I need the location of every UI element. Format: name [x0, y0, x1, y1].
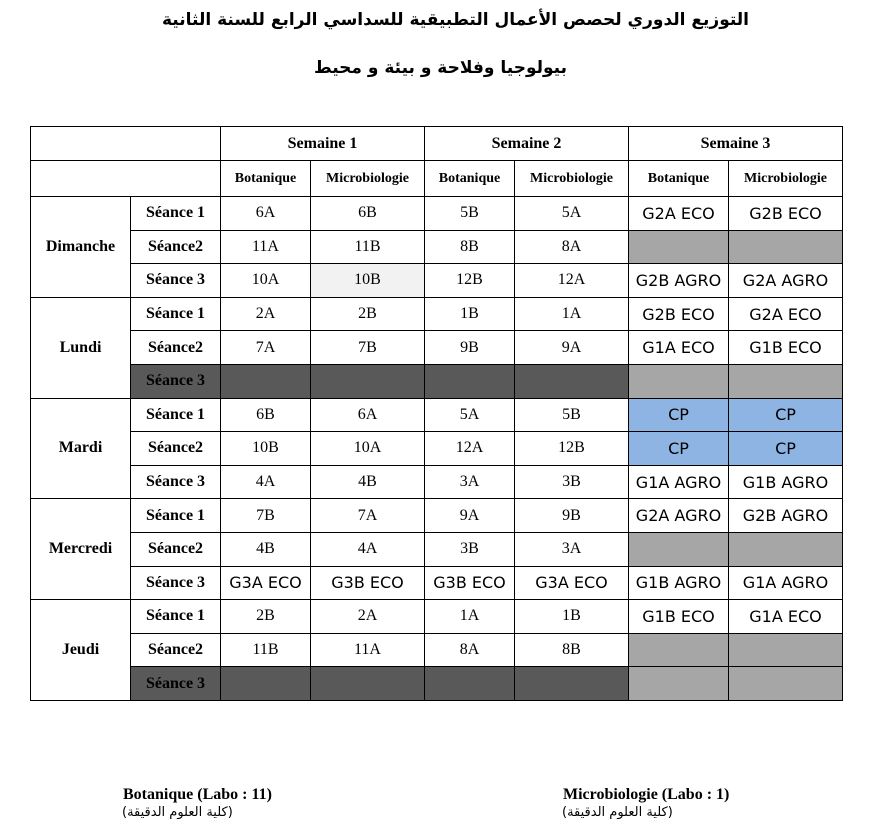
schedule-row — [31, 331, 843, 365]
group-cell: 1A — [425, 600, 515, 634]
group-cell — [629, 633, 729, 667]
group-cell — [729, 364, 843, 398]
group-cell: G1B AGRO — [629, 566, 729, 600]
group-cell: 5B — [425, 197, 515, 231]
group-cell: 2B — [221, 600, 311, 634]
subject-header: Microbiologie — [311, 161, 425, 197]
group-cell: 12B — [425, 264, 515, 298]
group-cell: 9A — [425, 499, 515, 533]
subject-header: Botanique — [425, 161, 515, 197]
seance-label: Séance 1 — [131, 398, 221, 432]
empty-corner — [31, 161, 221, 197]
group-cell: 8A — [425, 633, 515, 667]
footer-botanique-label: Botanique (Labo : 11) — [123, 786, 272, 803]
seance-label: Séance 3 — [131, 667, 221, 701]
schedule-row — [31, 600, 843, 634]
subject-header: Microbiologie — [729, 161, 843, 197]
group-cell — [629, 667, 729, 701]
schedule-row — [31, 465, 843, 499]
group-cell: 12A — [425, 432, 515, 466]
schedule-row — [31, 532, 843, 566]
group-cell: 7A — [311, 499, 425, 533]
schedule-table — [30, 126, 843, 701]
day-label: Dimanche — [31, 197, 131, 298]
group-cell: 3A — [515, 532, 629, 566]
group-cell — [515, 667, 629, 701]
seance-label: Séance 1 — [131, 600, 221, 634]
week-header-row — [31, 127, 843, 161]
group-cell — [425, 364, 515, 398]
group-cell: G3A ECO — [221, 566, 311, 600]
group-cell: 10B — [221, 432, 311, 466]
seance-label: Séance 3 — [131, 264, 221, 298]
group-cell: G1B ECO — [729, 331, 843, 365]
group-cell: 3B — [425, 532, 515, 566]
seance-label: Séance 1 — [131, 499, 221, 533]
group-cell: 2B — [311, 297, 425, 331]
schedule-row — [31, 566, 843, 600]
group-cell — [629, 230, 729, 264]
group-cell: 6A — [221, 197, 311, 231]
group-cell — [221, 364, 311, 398]
schedule-row — [31, 197, 843, 231]
group-cell: 9B — [515, 499, 629, 533]
page-subtitle: بيولوجيا وفلاحة و بيئة و محيط — [314, 58, 567, 78]
group-cell: 5A — [515, 197, 629, 231]
group-cell: G1A AGRO — [629, 465, 729, 499]
group-cell: G3B ECO — [311, 566, 425, 600]
schedule-row — [31, 264, 843, 298]
footer-microbiologie-sub: (كلية العلوم الدقيقة) — [562, 805, 673, 820]
group-cell: G1A ECO — [629, 331, 729, 365]
schedule-row — [31, 432, 843, 466]
group-cell: 7B — [221, 499, 311, 533]
group-cell: 6B — [221, 398, 311, 432]
week-header: Semaine 2 — [425, 127, 629, 161]
group-cell: G2A ECO — [629, 197, 729, 231]
group-cell: 11A — [311, 633, 425, 667]
page-title: التوزيع الدوري لحصص الأعمال التطبيقية للسداسي الرابع للسنة الثانية — [161, 10, 749, 30]
group-cell: 11B — [311, 230, 425, 264]
group-cell: 1B — [425, 297, 515, 331]
group-cell: G2A ECO — [729, 297, 843, 331]
group-cell — [729, 667, 843, 701]
group-cell — [515, 364, 629, 398]
subject-header: Botanique — [221, 161, 311, 197]
group-cell: 4A — [311, 532, 425, 566]
seance-label: Séance 3 — [131, 465, 221, 499]
group-cell: 3A — [425, 465, 515, 499]
group-cell: 8B — [515, 633, 629, 667]
schedule-row — [31, 667, 843, 701]
group-cell: G1B ECO — [629, 600, 729, 634]
group-cell: 1A — [515, 297, 629, 331]
group-cell: 7B — [311, 331, 425, 365]
day-label: Mardi — [31, 398, 131, 499]
group-cell: 5B — [515, 398, 629, 432]
subject-header: Botanique — [629, 161, 729, 197]
group-cell: 7A — [221, 331, 311, 365]
seance-label: Séance2 — [131, 331, 221, 365]
group-cell: 10A — [221, 264, 311, 298]
group-cell: 11B — [221, 633, 311, 667]
group-cell: 5A — [425, 398, 515, 432]
group-cell: 3B — [515, 465, 629, 499]
week-header: Semaine 1 — [221, 127, 425, 161]
group-cell: 9B — [425, 331, 515, 365]
group-cell: 11A — [221, 230, 311, 264]
group-cell: CP — [729, 398, 843, 432]
seance-label: Séance 1 — [131, 197, 221, 231]
group-cell: 10B — [311, 264, 425, 298]
schedule-row — [31, 398, 843, 432]
seance-label: Séance2 — [131, 432, 221, 466]
group-cell: CP — [629, 398, 729, 432]
day-label: Mercredi — [31, 499, 131, 600]
group-cell: G3B ECO — [425, 566, 515, 600]
group-cell — [629, 532, 729, 566]
day-label: Lundi — [31, 297, 131, 398]
seance-label: Séance2 — [131, 230, 221, 264]
group-cell: G2B ECO — [629, 297, 729, 331]
group-cell — [425, 667, 515, 701]
group-cell: G1A ECO — [729, 600, 843, 634]
seance-label: Séance 1 — [131, 297, 221, 331]
seance-label: Séance 3 — [131, 364, 221, 398]
group-cell: G2A AGRO — [629, 499, 729, 533]
group-cell: 8B — [425, 230, 515, 264]
group-cell: 4B — [221, 532, 311, 566]
group-cell: G2B ECO — [729, 197, 843, 231]
group-cell — [311, 667, 425, 701]
seance-label: Séance 3 — [131, 566, 221, 600]
subject-header-row — [31, 161, 843, 197]
group-cell: G2A AGRO — [729, 264, 843, 298]
group-cell: 8A — [515, 230, 629, 264]
schedule-row — [31, 633, 843, 667]
group-cell — [729, 633, 843, 667]
week-header: Semaine 3 — [629, 127, 843, 161]
group-cell: 10A — [311, 432, 425, 466]
group-cell — [221, 667, 311, 701]
group-cell: G3A ECO — [515, 566, 629, 600]
group-cell: 1B — [515, 600, 629, 634]
day-label: Jeudi — [31, 600, 131, 701]
group-cell: G1A AGRO — [729, 566, 843, 600]
subject-header: Microbiologie — [515, 161, 629, 197]
schedule-row — [31, 499, 843, 533]
seance-label: Séance2 — [131, 633, 221, 667]
footer-microbiologie-label: Microbiologie (Labo : 1) — [563, 786, 730, 803]
footer-botanique-sub: (كلية العلوم الدقيقة) — [122, 805, 233, 820]
schedule-row — [31, 364, 843, 398]
group-cell: 12A — [515, 264, 629, 298]
group-cell: CP — [629, 432, 729, 466]
group-cell: G2B AGRO — [629, 264, 729, 298]
schedule-row — [31, 230, 843, 264]
group-cell: G2B AGRO — [729, 499, 843, 533]
schedule-row — [31, 297, 843, 331]
empty-corner — [31, 127, 221, 161]
group-cell: 2A — [311, 600, 425, 634]
group-cell: 6B — [311, 197, 425, 231]
group-cell: 4A — [221, 465, 311, 499]
group-cell: 12B — [515, 432, 629, 466]
group-cell: 4B — [311, 465, 425, 499]
group-cell — [311, 364, 425, 398]
group-cell: G1B AGRO — [729, 465, 843, 499]
group-cell: 6A — [311, 398, 425, 432]
seance-label: Séance2 — [131, 532, 221, 566]
group-cell: 2A — [221, 297, 311, 331]
group-cell: CP — [729, 432, 843, 466]
group-cell — [729, 230, 843, 264]
group-cell — [629, 364, 729, 398]
group-cell: 9A — [515, 331, 629, 365]
group-cell — [729, 532, 843, 566]
